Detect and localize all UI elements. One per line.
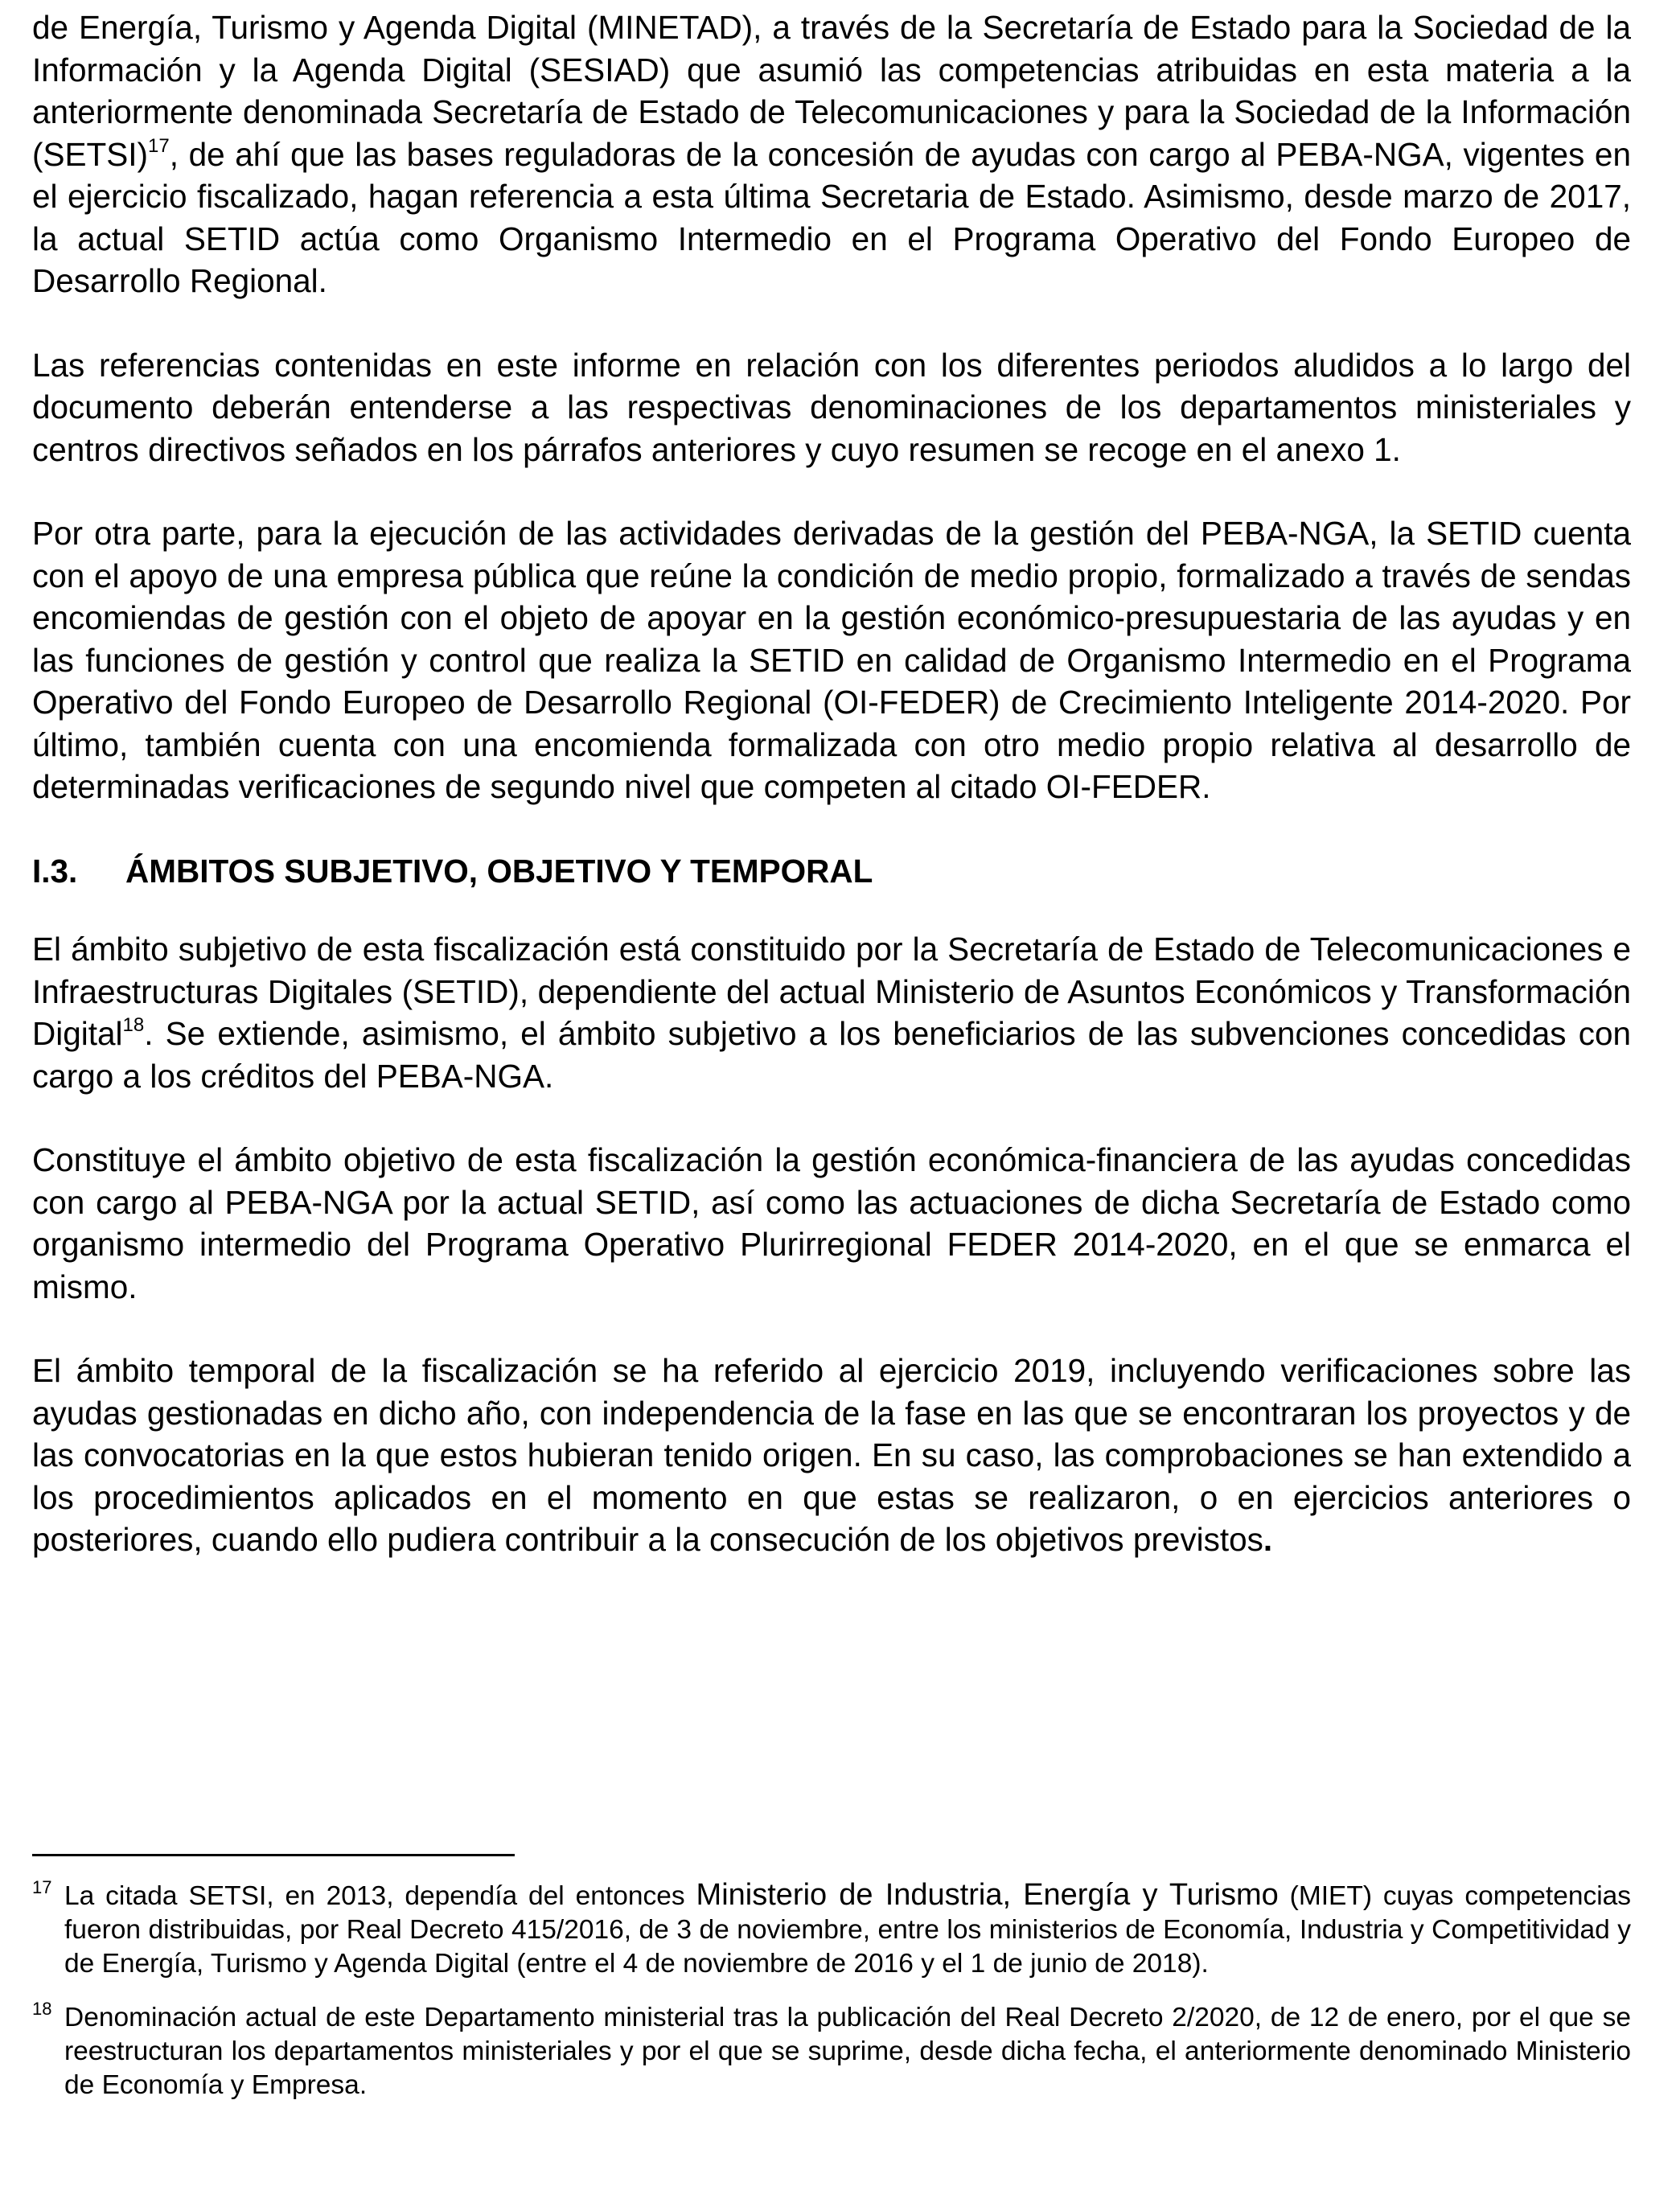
paragraph-text: . Se extiende, asimismo, el ámbito subjetivo a los beneficiarios de las subvenciones concedidas con cargo a los créditos del PEBA-NGA. [32, 1015, 1631, 1095]
paragraph-references: Las referencias contenidas en este informe en relación con los diferentes periodos aludidos a lo largo del documento deberán entenderse a las respectivas denominaciones de los departamentos ministeriales y centros directivos señados en los párrafos anteriores y cuyo resumen se recoge en el anexo 1. [32, 346, 1631, 468]
footnote-18: $^{18}$ Denominación actual de este Departamento ministerial tras la publicación del Real Decreto 2/2020, de 12 de enero, por el que se reestructuran los departamentos ministeriales y por el que se suprime, desde dicha fecha, el anteriormente denominado Ministerio de Economía y Empresa. [32, 1999, 1631, 2100]
section-number: I.3. [32, 852, 78, 890]
paragraph-subjective-scope [32, 928, 1631, 1097]
paragraph-public-company: Por otra parte, para la ejecución de las actividades derivadas de la gestión del PEBA-NGA, la SETID cuenta con el apoyo de una empresa pública que reúne la condición de medio propio, formalizado a través de sendas encomiendas de gestión con el objeto de apoyar en la gestión económico-presupuestaria de las ayudas y en las funciones de gestión y control que realiza la SETID en calidad de Organismo Intermedio en el Programa Operativo del Fondo Europeo de Desarrollo Regional (OI-FEDER) de Crecimiento Inteligente 2014-2020. Por último, también cuenta con una encomienda formalizada con otro medio propio relativa al desarrollo de determinadas verificaciones de segundo nivel que competen al citado OI-FEDER. [32, 515, 1631, 805]
footnote-text: (MIET) cuyas competencias fueron distribuidas, por Real Decreto 415/2016, de 3 de noviembre, entre los ministerios de Economía, Industria y Competitividad y de Energía, Turismo y Agenda Digital (entre el 4 de noviembre de 2016 y el 1 de junio de 2018). [64, 1881, 1632, 1979]
footnote-reference-17[interactable]: 17 [148, 134, 170, 157]
footnote-separator [32, 1854, 515, 1856]
footnote-reference-18[interactable]: 18 [122, 1014, 145, 1036]
paragraph-ministerial-history [32, 6, 1631, 302]
footnotes [32, 1878, 1631, 2123]
paragraph-text: , de ahí que las bases reguladoras de la concesión de ayudas con cargo al PEBA-NGA, vigentes en el ejercicio fiscalizado, hagan referencia a esta última Secretaria de Estado. Asimismo, desde marzo de 2017, la actual SETID actúa como Organismo Intermedio en el Programa Operativo del Fondo Europeo de Desarrollo Regional. [32, 135, 1631, 299]
paragraph-text: de Energía, Turismo y Agenda Digital (MINETAD), a través de la Secretaría de Estado para la Sociedad de la Información y la Agenda Digital (SESIAD) que asumió las competencias atribuidas en esta materia a la anteriormente denominada Secretaría de Estado de Telecomunicaciones y para la Sociedad de la Información (SETSI) [32, 9, 1631, 173]
main-text [32, 6, 1631, 1603]
bold-period: . [1263, 1521, 1273, 1558]
section-title: ÁMBITOS SUBJETIVO, OBJETIVO Y TEMPORAL [125, 852, 873, 890]
paragraph-text: El ámbito subjetivo de esta fiscalización está constituido por la Secretaría de Estado de Telecomunicaciones e Infraestructuras Digitales (SETID), dependiente del actual Ministerio de Asuntos Económicos y Transformación Digital [32, 931, 1631, 1052]
paragraph-objective-scope: Constituye el ámbito objetivo de esta fiscalización la gestión económica-financiera de las ayudas concedidas con cargo al PEBA-NGA por la actual SETID, así como las actuaciones de dicha Secretaría de Estado como organismo intermedio del Programa Operativo Plurirregional FEDER 2014-2020, en el que se enmarca el mismo. [32, 1141, 1631, 1305]
footnote-text: La citada SETSI, en 2013, dependía del entonces [64, 1881, 685, 1911]
footnote-17: $^{17}$ La citada SETSI, en 2013, dependía del entonces Ministerio de Industria, Energía y Turismo (MIET) cuyas competencias fueron distribuidas, por Real Decreto 415/2016, de 3 de noviembre, entre los ministerios de Economía, Industria y Competitividad y de Energía, Turismo y Agenda Digital (entre el 4 de noviembre de 2016 y el 1 de junio de 2018). [32, 1877, 1632, 1979]
footnote-ministry-name: Ministerio de Industria, Energía y Turismo [696, 1878, 1279, 1912]
paragraph-temporal-scope [32, 1350, 1631, 1561]
section-heading [32, 850, 1631, 893]
footnote-text: Denominación actual de este Departamento ministerial tras la publicación del Real Decreto 2/2020, de 12 de enero, por el que se reestructuran los departamentos ministeriales y por el que se suprime, desde dicha fecha, el anteriormente denominado Ministerio de Economía y Empresa. [64, 2003, 1631, 2100]
paragraph-text: El ámbito temporal de la fiscalización se ha referido al ejercicio 2019, incluyendo verificaciones sobre las ayudas gestionadas en dicho año, con independencia de la fase en las que se encontraran los proyectos y de las convocatorias en la que estos hubieran tenido origen. En su caso, las comprobaciones se han extendido a los procedimientos aplicados en el momento en que estas se realizaron, o en ejercicios anteriores o posteriores, cuando ello pudiera contribuir a la consecución de los objetivos previstos [32, 1352, 1631, 1558]
